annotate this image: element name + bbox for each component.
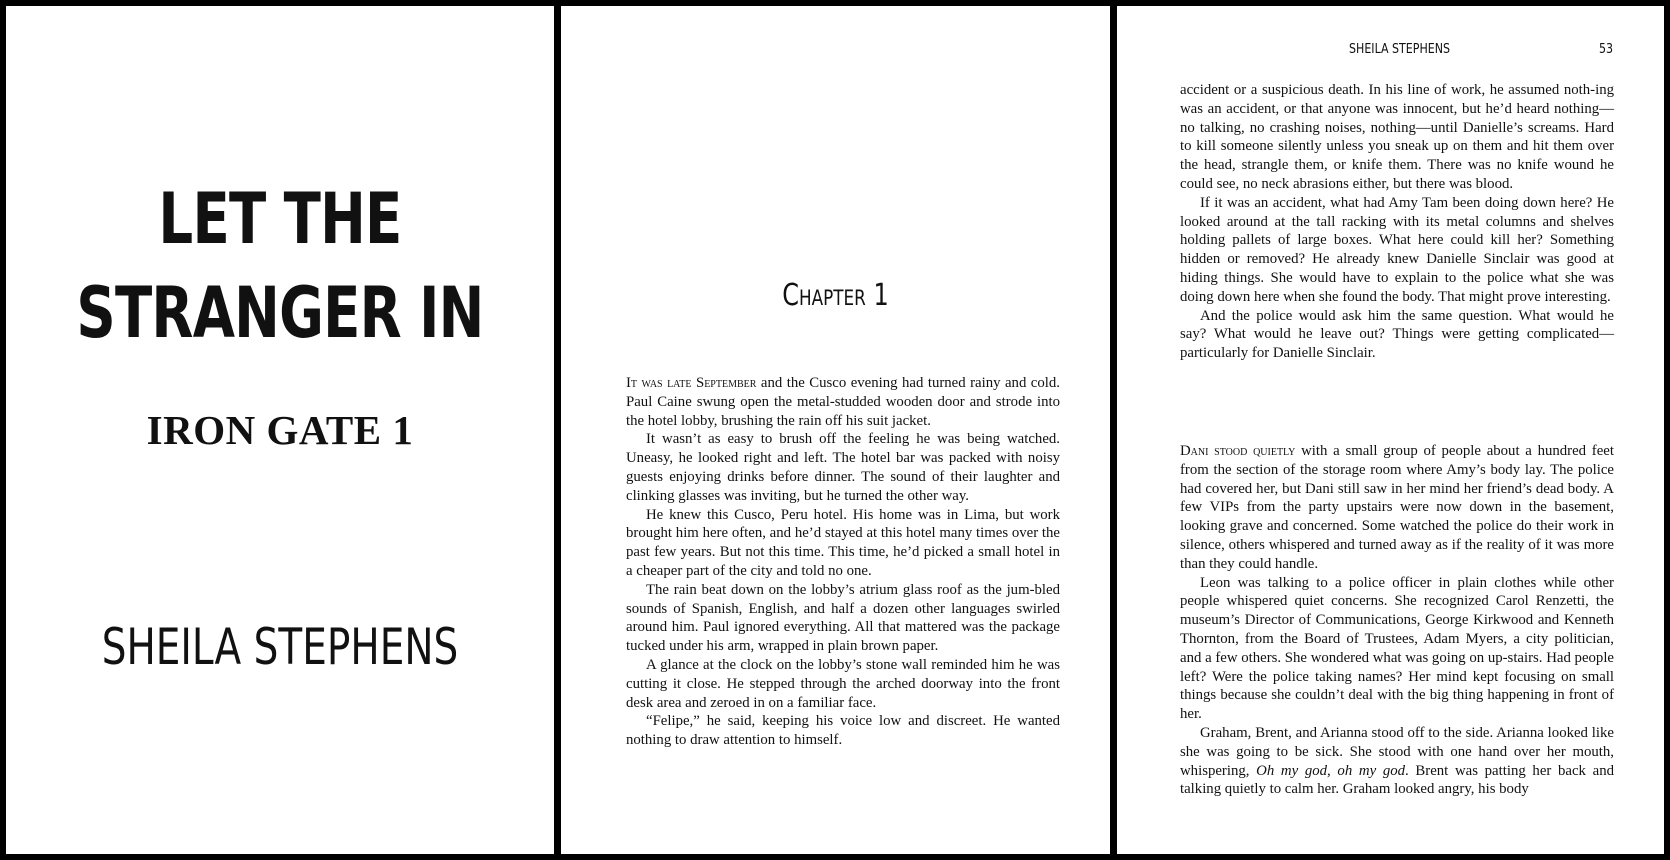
paragraph-text: Graham, Brent, and Arianna stood off to the side. Arianna looked like she was going to be sick. She stood with one hand over her mouth, whispering, xyxy=(1180,724,1614,779)
paragraph xyxy=(1180,724,1614,799)
italic-text: Oh my god, oh my god xyxy=(1256,762,1406,779)
paragraph: If it was an accident, what had Amy Tam been doing down here? He looked around at the tall racking with its metal columns and shelves holding pallets of large boxes. What here could kill her? Something hidden or removed? He already knew Danielle Sinclair was good at hiding things. She would have to explain to the police what she was doing down here when she found the body. That might prove interesting. xyxy=(1180,194,1614,305)
title-page xyxy=(6,6,554,854)
paragraph: accident or a suspicious death. In his line of work, he assumed noth-ing was an accident, or that anyone was innocent, but he’d heard nothing—no talking, no crashing noises, nothing—until Danielle’s screams. Hard to kill someone silently unless you sneak up on them and hit them over the head, strangle them, or knife them. There was no knife wound he could see, no neck abrasions either, but there was blood. xyxy=(1180,82,1614,192)
paragraph-text: with a small group of people about a hundred feet from the section of the storage room where Amy’s body lay. The police had covered her, but Dani still saw in her mind her friend’s dead body. A few VIPs from the party upstairs were now down in the basement, looking grave and concerned. Some watched the police do their work in silence, others whispered and turned away as if the reality of it was more than they could handle. xyxy=(1180,443,1614,572)
paragraph xyxy=(626,374,1060,430)
opening-smallcaps: It was late September xyxy=(626,375,757,391)
series-name: IRON GATE 1 xyxy=(146,407,414,453)
chapter-heading xyxy=(616,278,1055,313)
paragraph: It wasn’t as easy to brush off the feeling he was being watched. Uneasy, he looked right and left. The hotel bar was packed with noisy guests enjoying drinks before dinner. The sound of their laughter and clinking glasses was inviting, but he turned the other way. xyxy=(626,431,1060,504)
paragraph: The rain beat down on the lobby’s atrium glass roof as the jum-bled sounds of Spanish, English, and half a dozen other languages swirled around him. Paul ignored everything. All that mattered was the package tucked under his arm, wrapped in plain brown paper. xyxy=(626,581,1060,655)
book-title-line: LET THE xyxy=(158,178,402,260)
paragraph: A glance at the clock on the lobby’s stone wall reminded him he was cutting it close. He stepped through the arched doorway into the front desk area and zeroed in on a familiar face. xyxy=(626,656,1060,711)
chapter-body xyxy=(626,374,1060,750)
page-number: 53 xyxy=(1599,42,1614,57)
author-name: SHEILA STEPHENS xyxy=(101,618,459,676)
chapter-page xyxy=(561,6,1110,854)
paragraph: “Felipe,” he said, keeping his voice low and discreet. He wanted nothing to draw attention to himself. xyxy=(626,713,1060,749)
paragraph xyxy=(1180,442,1614,574)
page-53 xyxy=(1117,6,1664,854)
running-head: SHEILA STEPHENS xyxy=(1349,42,1451,57)
scene-two-body xyxy=(1180,442,1614,799)
scene-one-body xyxy=(1180,81,1614,363)
paragraph-text: and the Cusco evening had turned rainy and cold. Paul Caine swung open the metal-studded wooden door and strode into the hotel lobby, brushing the rain off his suit jacket. xyxy=(626,375,1060,429)
paragraph-text: . Brent was patting her back and talking quietly to calm her. Graham looked angry, his body xyxy=(1180,762,1614,798)
paragraph: And the police would ask him the same question. What would he say? What would he leave out? Things were getting complicated—particularly for Danielle Sinclair. xyxy=(1180,307,1614,362)
opening-smallcaps: Dani stood quietly xyxy=(1180,443,1296,459)
paragraph: Leon was talking to a police officer in plain clothes while other people whispered quiet concerns. She recognized Carol Renzetti, the museum’s Director of Communications, George Kirkwood and Kenneth Thornton, from the Board of Trustees, Adam Myers, a city politician, and a few others. She wondered what was going on up-stairs. Had people left? Were the police taking names? Her mind kept focusing on small things because she couldn’t deal with the big thing happening in front of her. xyxy=(1180,574,1614,723)
paragraph: He knew this Cusco, Peru hotel. His home was in Lima, but work brought him here often, and he’d stayed at this hotel many times over the past few years. But not this time. This time, he’d picked a small hotel in a cheaper part of the city and told no one. xyxy=(626,506,1060,579)
book-title xyxy=(66,172,493,360)
book-title-line: STRANGER IN xyxy=(76,272,484,354)
chapter-heading-text: Chapter 1 xyxy=(782,278,889,313)
